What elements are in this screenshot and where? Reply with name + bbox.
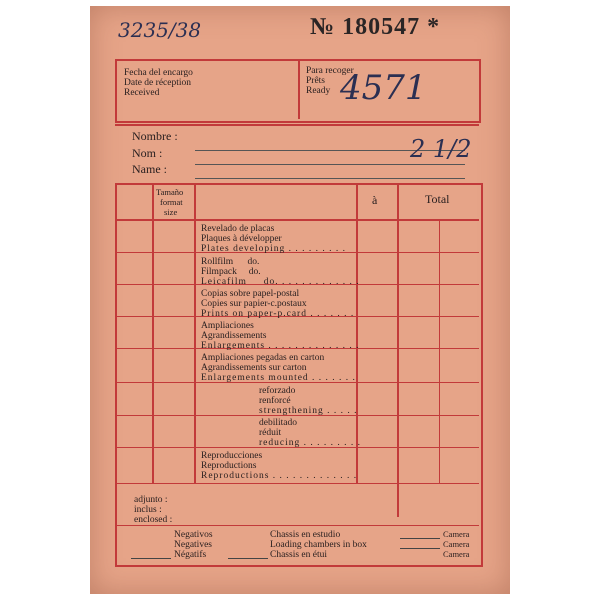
name-line-3 — [195, 178, 465, 179]
row3-line-es: Copias sobre papel-postal — [201, 289, 300, 299]
price-header: à — [372, 193, 378, 207]
enclosed-label-es: adjunto : — [134, 495, 168, 505]
chassis-line — [228, 558, 268, 559]
row1-line-es: Revelado de placas — [201, 224, 275, 234]
row3-line-fr: Copies sur papier-c.postaux — [201, 299, 307, 309]
size-header-es: Tamaño — [156, 187, 184, 197]
footer-divider — [115, 525, 479, 526]
col-line-2 — [194, 183, 196, 483]
row6-line-en: strengthening . . . . . — [259, 406, 358, 416]
size-header-en: size — [164, 207, 178, 217]
ready-label-en: Ready — [306, 86, 331, 96]
received-label-en: Received — [124, 88, 160, 98]
col-line-5 — [439, 219, 440, 483]
camera-label-1: Camera — [443, 529, 470, 539]
total-header: Total — [425, 192, 450, 206]
name-label-en: Name : — [132, 162, 167, 176]
row5-line-en: Enlargements mounted . . . . . . . — [201, 373, 356, 383]
serial-number: № 180547 * — [310, 14, 441, 40]
enclosed-label-en: enclosed : — [134, 515, 173, 525]
dates-divider — [298, 59, 300, 119]
row4-line-en: Enlargements . . . . . . . . . . . . . . — [201, 341, 360, 351]
handwritten-reference: 3235/38 — [118, 18, 202, 42]
name-label-fr: Nom : — [132, 146, 163, 160]
camera-label-2: Camera — [443, 539, 470, 549]
row4-line-es: Ampliaciones — [201, 321, 254, 331]
grand-total-box — [397, 483, 481, 517]
row8-line-en: Reproductions . . . . . . . . . . . . . — [201, 471, 358, 481]
col-line-1 — [152, 183, 154, 483]
row7-line-es: debilitado — [259, 418, 297, 428]
received-label-es: Fecha del encargo — [124, 68, 193, 78]
row3-line-en: Prints on paper-p.card . . . . . . . — [201, 309, 355, 319]
chassis-es: Chassis en estudio — [270, 530, 341, 540]
ready-label-es: Para recoger — [306, 66, 354, 76]
name-line-2 — [195, 164, 465, 165]
negatives-en: Negatives — [174, 540, 212, 550]
row6-line-fr: renforcé — [259, 396, 291, 406]
name-label-es: Nombre : — [132, 129, 178, 143]
row2-line-1: Rollfilm do. — [201, 257, 260, 267]
received-label-fr: Date de réception — [124, 78, 191, 88]
ready-label-fr: Prêts — [306, 76, 325, 86]
camera-line-1 — [400, 538, 440, 539]
negatives-fr: Négatifs — [174, 550, 207, 560]
row5-line-es: Ampliaciones pegadas en carton — [201, 353, 325, 363]
row8-line-fr: Reproductions — [201, 461, 257, 471]
chassis-en: Loading chambers in box — [270, 540, 367, 550]
row7-line-en: reducing . . . . . . . . . — [259, 438, 361, 448]
row2-line-2: Filmpack do. — [201, 267, 261, 277]
row1-line-fr: Plaques à développer — [201, 234, 282, 244]
size-header-fr: format — [160, 197, 183, 207]
negatives-es: Negativos — [174, 530, 213, 540]
camera-line-2 — [400, 548, 440, 549]
row8-line-es: Reproducciones — [201, 451, 263, 461]
chassis-fr: Chassis en étui — [270, 550, 327, 560]
row5-line-fr: Agrandissements sur carton — [201, 363, 307, 373]
camera-label-3: Camera — [443, 549, 470, 559]
name-top-border — [115, 124, 479, 126]
col-line-4 — [397, 183, 399, 483]
ready-handwritten-number: 4571 — [340, 68, 427, 108]
negatives-line — [131, 558, 171, 559]
enclosed-label-fr: inclus : — [134, 505, 162, 515]
row7-line-fr: réduit — [259, 428, 282, 438]
name-handwritten-fraction: 2 1/2 — [410, 135, 472, 163]
table-header-bottom — [115, 219, 479, 221]
row1-line-en: Plates developing . . . . . . . . . — [201, 244, 347, 254]
row2-line-3: Leicafilm do. . . . . . . . . . . . . — [201, 277, 360, 287]
row6-line-es: reforzado — [259, 386, 296, 396]
row4-line-fr: Agrandissements — [201, 331, 267, 341]
